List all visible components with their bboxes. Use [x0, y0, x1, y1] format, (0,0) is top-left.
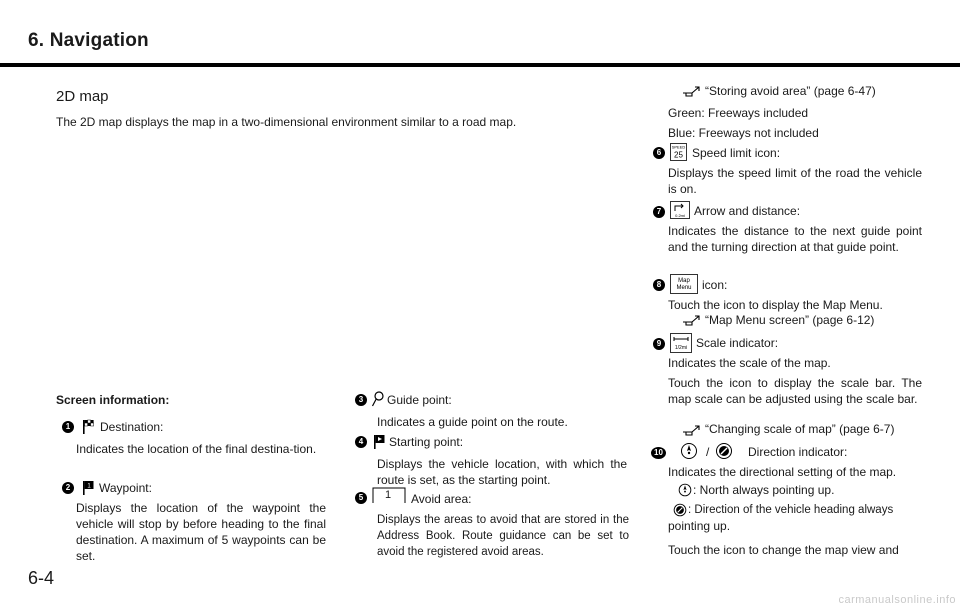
- destination-label: Destination:: [100, 420, 164, 434]
- section-intro: The 2D map displays the map in a two-dimensional environment similar to a road map.: [56, 115, 517, 129]
- guide-point-icon: [371, 391, 385, 407]
- callout-4: 4: [355, 436, 367, 448]
- callout-6: 6: [653, 147, 665, 159]
- scale-indicator-label: Scale indicator:: [696, 336, 779, 350]
- arrow-distance-label: Arrow and distance:: [694, 204, 801, 218]
- starting-point-desc: Displays the vehicle location, with which the route is set, as the starting point.: [377, 457, 627, 487]
- svg-text:1/2mi: 1/2mi: [674, 345, 688, 351]
- avoid-area-icon-number: 1: [385, 489, 392, 501]
- speed-limit-label: Speed limit icon:: [692, 146, 781, 160]
- header-rule: [0, 63, 960, 67]
- waypoint-flag-icon: [80, 480, 96, 496]
- avoid-area-label: Avoid area:: [411, 492, 472, 506]
- avoid-blue-note: Blue: Freeways not included: [668, 126, 819, 140]
- scale-indicator-desc: Indicates the scale of the map.: [668, 356, 831, 370]
- callout-8: 8: [653, 279, 665, 291]
- ref-changing-scale[interactable]: “Changing scale of map” (page 6-7): [705, 422, 895, 436]
- callout-3: 3: [355, 394, 367, 406]
- svg-text:Menu: Menu: [676, 285, 692, 291]
- reference-pointer-icon: [682, 423, 702, 437]
- reference-pointer-icon: [682, 84, 702, 98]
- waypoint-desc: Displays the location of the waypoint the vehicle will stop by before heading to the final destination. A maximum of 5 waypoints can be set.: [76, 501, 326, 563]
- svg-text:25: 25: [674, 150, 683, 160]
- north-up-compass-icon: [680, 442, 698, 460]
- ref-storing-avoid-area[interactable]: “Storing avoid area” (page 6-47): [705, 84, 876, 98]
- speed-limit-icon: [670, 143, 687, 161]
- scale-indicator-icon: [670, 333, 692, 353]
- heading-up-desc: : Direction of the vehicle heading always: [688, 504, 894, 516]
- callout-10: 10: [651, 447, 666, 459]
- callout-5: 5: [355, 492, 367, 504]
- page-number: 6-4: [28, 568, 55, 588]
- starting-point-flag-icon: [371, 434, 387, 450]
- destination-flag-icon: [80, 419, 96, 435]
- callout-7: 7: [653, 206, 665, 218]
- guide-point-label: Guide point:: [387, 393, 452, 407]
- map-menu-icon: [670, 274, 698, 294]
- map-menu-desc: Touch the icon to display the Map Menu.: [668, 298, 883, 312]
- touch-change-text: Touch the icon to change the map view and: [668, 543, 899, 557]
- svg-text:SPEED: SPEED: [671, 144, 686, 150]
- screen-info-heading: Screen information:: [56, 393, 170, 407]
- watermark: carmanualsonline.info: [838, 594, 956, 606]
- svg-text:0.2mi: 0.2mi: [675, 213, 685, 218]
- reference-pointer-icon: [682, 313, 702, 327]
- starting-point-label: Starting point:: [389, 435, 464, 449]
- north-up-desc: : North always pointing up.: [693, 483, 835, 497]
- direction-indicator-desc: Indicates the directional setting of the map.: [668, 465, 897, 479]
- guide-point-desc: Indicates a guide point on the route.: [377, 415, 568, 429]
- avoid-green-note: Green: Freeways included: [668, 106, 809, 120]
- avoid-area-desc: Displays the areas to avoid that are stored in the Address Book. Route guidance can be set to avoid the registered avoid areas.: [377, 514, 629, 558]
- heading-up-compass-icon: [715, 442, 733, 460]
- chapter-title: 6. Navigation: [28, 30, 149, 51]
- waypoint-label: Waypoint:: [99, 481, 152, 495]
- svg-text:1: 1: [87, 483, 91, 490]
- arrow-distance-icon: [670, 201, 690, 219]
- direction-indicator-label: Direction indicator:: [748, 445, 848, 459]
- destination-desc: Indicates the location of the final destina-tion.: [76, 442, 317, 456]
- speed-limit-desc: Displays the speed limit of the road the vehicle is on.: [668, 166, 922, 196]
- callout-2: 2: [62, 482, 74, 494]
- scale-indicator-desc-2: Touch the icon to display the scale bar. The map scale can be adjusted using the scale bar.: [668, 376, 922, 406]
- arrow-distance-desc: Indicates the distance to the next guide point and the turning direction at that guide point.: [668, 224, 922, 254]
- callout-1: 1: [62, 421, 74, 433]
- north-up-compass-icon: [678, 483, 692, 497]
- ref-map-menu-screen[interactable]: “Map Menu screen” (page 6-12): [705, 313, 875, 327]
- svg-text:Map: Map: [678, 278, 690, 284]
- heading-up-desc-2: pointing up.: [668, 519, 731, 533]
- direction-slash: /: [706, 445, 710, 459]
- map-menu-label: icon:: [702, 278, 728, 292]
- heading-up-compass-icon: [673, 503, 687, 517]
- section-title: 2D map: [56, 88, 109, 105]
- callout-9: 9: [653, 338, 665, 350]
